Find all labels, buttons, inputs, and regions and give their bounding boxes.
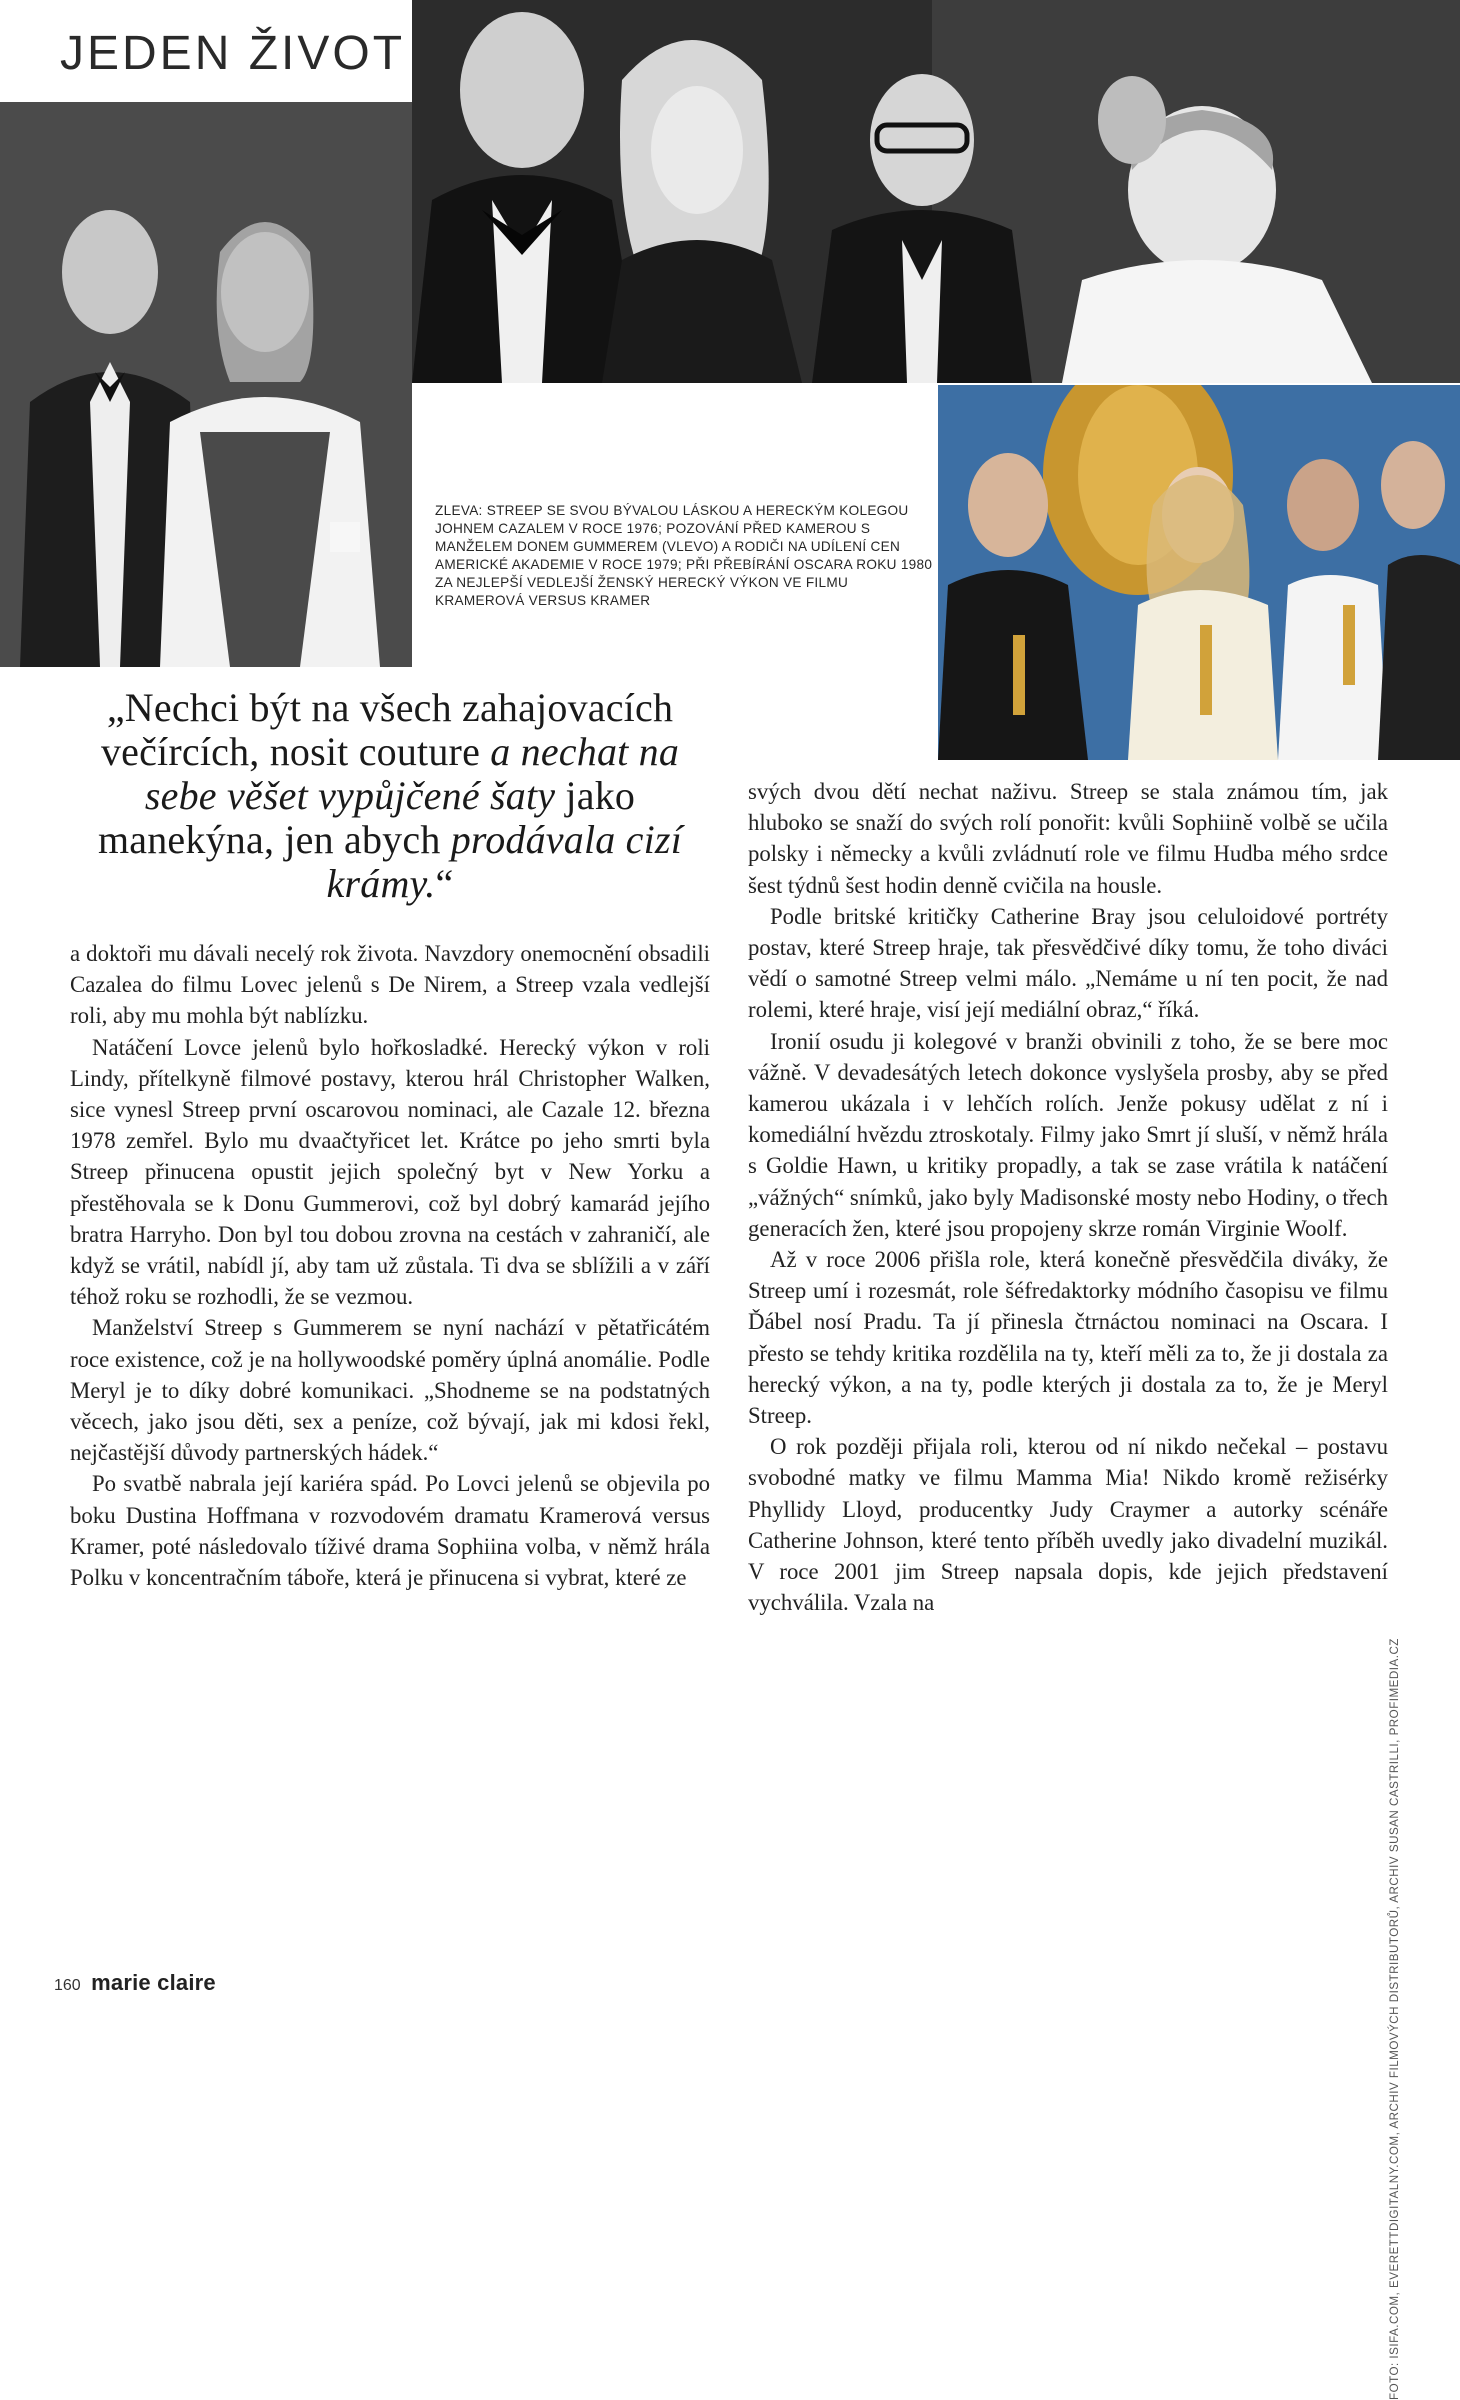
page-footer bbox=[54, 1970, 216, 1996]
photo-credit: FOTO: ISIFA.COM, EVERETTDIGITALNY.COM, ARCHIV FILMOVÝCH DISTRIBUTORŮ, ARCHIV SUSAN CASTRILLI, PROFIMEDIA.CZ bbox=[1388, 1638, 1401, 2400]
paragraph: Po svatbě nabrala její kariéra spád. Po Lovci jelenů se objevila po boku Dustina Hoffmana v rozvodovém dramatu Kramerová versus Kramer, poté následovalo tíživé drama Sophiina volba, v němž hrála Polku v koncentračním táboře, která je přinucena si vybrat, které ze bbox=[70, 1471, 710, 1591]
paragraph: Podle britské kritičky Catherine Bray jsou celuloidové portréty postav, které Streep hraje, tak přesvědčivé díky tomu, že toho diváci vědí o samotné Streep velmi málo. „Nemáme u ní ten pocit, že nad rolemi, které hraje, visí její mediální obraz,“ říká. bbox=[748, 903, 1388, 1023]
article-column-left bbox=[70, 938, 710, 1593]
pull-quote-italic: prodávala cizí krámy. bbox=[326, 817, 683, 906]
article-column-right bbox=[748, 776, 1388, 1618]
pull-quote-text: „Nechci být na všech zahajovacích večírcích, nosit couture bbox=[100, 685, 674, 774]
pull-quote bbox=[70, 686, 710, 906]
paragraph: O rok později přijala roli, kterou od ní nikdo nečekal – postavu svobodné matky ve filmu Mamma Mia! Nikdo kromě režisérky Phyllidy Lloyd, producentky Judy Craymer a autorky scénáře Catherine Johnson, které tento příběh uvedly jako divadelní muzikál. V roce 2001 jim Streep napsala dopis, kde jejich představení vychválila. Vzala na bbox=[748, 1434, 1388, 1616]
paragraph: svých dvou dětí nechat naživu. Streep se stala známou tím, jak hluboko se snaží do svých rolí ponořit: kvůli Sophiině volbě se učila polsky i německy a kvůli zvládnutí role ve filmu Hudba mého srdce šest týdnů šest hodin denně cvičila na housle. bbox=[748, 779, 1388, 898]
section-title: JEDEN ŽIVOT bbox=[60, 27, 406, 80]
photo-cazale-streep bbox=[0, 102, 412, 667]
photo-gummer-streep-parents bbox=[412, 0, 1460, 383]
paragraph: Manželství Streep s Gummerem se nyní nachází v pětatřicátém roce existence, což je na hollywoodské poměry úplná anomálie. Podle Meryl je to díky dobré komunikaci. „Shodneme se na podstatných věcech, jako jsou děti, sex a peníze, což bývají, jak mi kdosi řekl, nejčastější důvody partnerských hádek.“ bbox=[70, 1315, 711, 1466]
photo-oscar-1980 bbox=[938, 385, 1460, 760]
paragraph: a doktoři mu dávali necelý rok života. Navzdory onemocnění obsadili Cazalea do filmu Lovec jelenů s De Nirem, a Streep vzala vedlejší roli, aby mu mohla být nablízku. bbox=[70, 941, 710, 1029]
photo-caption: ZLEVA: STREEP SE SVOU BÝVALOU LÁSKOU A HERECKÝM KOLEGOU JOHNEM CAZALEM V ROCE 1976; POZOVÁNÍ PŘED KAMEROU S MANŽELEM DONEM GUMMEREM (VLEVO) A RODIČI NA UDÍLENÍ CEN AMERICKÉ AKADEMIE V ROCE 1979; PŘI PŘEBÍRÁNÍ OSCARA ROKU 1980 ZA NEJLEPŠÍ VEDLEJŠÍ ŽENSKÝ HERECKÝ VÝKON VE FILMU KRAMEROVÁ VERSUS KRAMER bbox=[435, 503, 933, 608]
paragraph: Ironií osudu ji kolegové v branži obvinili z toho, že se bere moc vážně. V devadesátých letech dokonce vyslyšela prosby, aby se před kamerou ukázala i v lehčích rolích. Jenže pokusy udělat z ní i komediální hvězdu ztroskotaly. Filmy jako Smrt jí sluší, v němž hrála s Goldie Hawn, u kritiky propadly, a tak se zase vrátila k natáčení „vážných“ snímků, jako byly Madisonské mosty nebo Hodiny, o třech generacích žen, které jsou propojeny skrze román Virginie Woolf. bbox=[748, 1028, 1388, 1241]
pull-quote-italic: a nechat na sebe věšet vypůjčené šaty bbox=[144, 729, 680, 818]
paragraph: Až v roce 2006 přišla role, která konečně přesvědčila diváky, že Streep umí i rozesmát, role šéfredaktorky módního časopisu ve filmu Ďábel nosí Pradu. Ta jí přinesla čtrnáctou nominaci na Oscara. I přesto se tehdy kritika rozdělila na ty, kteří měli za to, že ji dostala za herecký výkon, a na ty, podle kterých ji dostala za to, že je Meryl Streep. bbox=[748, 1247, 1388, 1429]
page-number: 160 bbox=[54, 1977, 81, 1994]
pull-quote-text: jako manekýna, jen abych bbox=[97, 773, 636, 862]
magazine-name: marie claire bbox=[91, 1970, 216, 1995]
paragraph: Natáčení Lovce jelenů bylo hořkosladké. Herecký výkon v roli Lindy, přítelkyně filmové postavy, kterou hrál Christopher Walken, sice vynesl Streep první oscarovou nominaci, ale Cazale 12. března 1978 zemřel. Bylo mu dvaačtyřicet let. Krátce po jeho smrti byla Streep přinucena opustit jejich společný byt v New Yorku a přestěhovala se k Donu Gummerovi, což byl dobrý kamarád jejího bratra Harryho. Don byl tou dobou zrovna na cestách v zahraničí, ale když se vrátil, nabídl jí, aby tam už zůstala. Ti dva se sblížili a v září téhož roku se rozhodli, že se vezmou. bbox=[70, 1034, 710, 1310]
pull-quote-close: “ bbox=[435, 861, 454, 906]
